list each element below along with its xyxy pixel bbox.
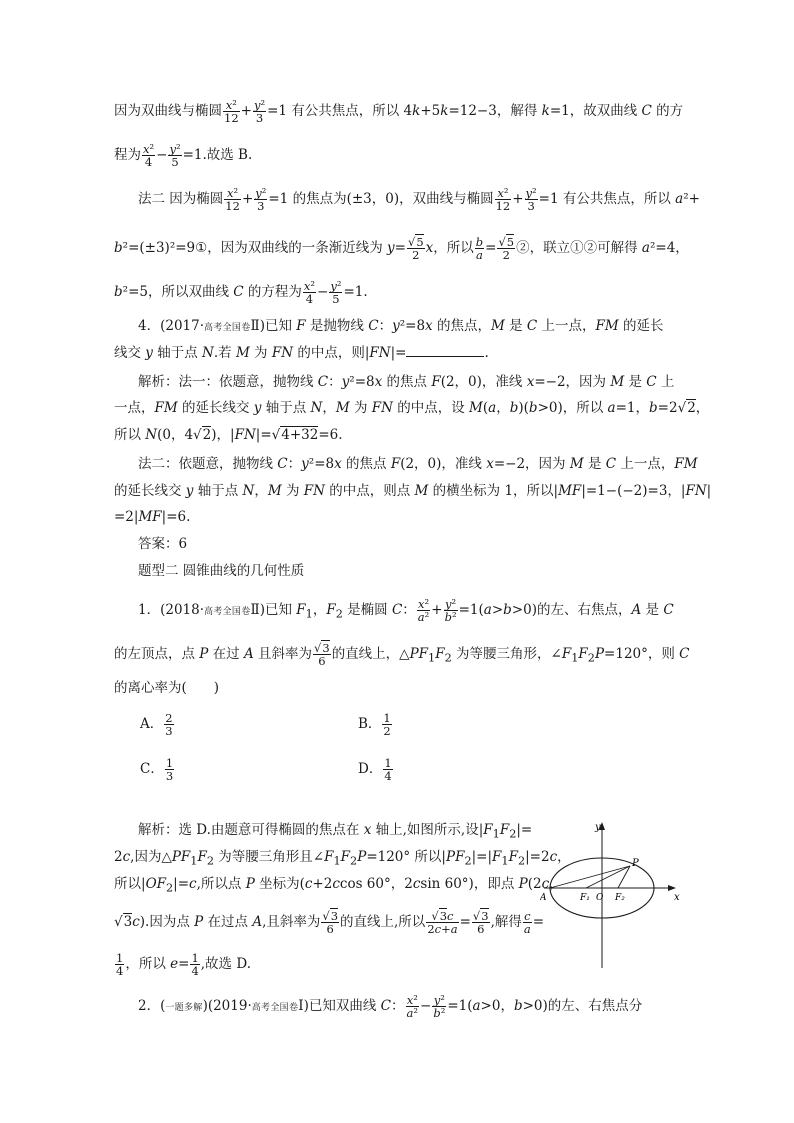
option-c: C． $\frac{1}{3}$ <box>140 756 174 783</box>
text-line-18: 的离心率为( ) <box>114 680 220 696</box>
text-line-21: 所以$|OF_2|=c$,所以点 P 坐标为(c+2ccos 60°，2csin 60°)，即点 P(2c， <box>114 876 563 895</box>
option-b: B． $\frac{1}{2}$ <box>358 711 391 738</box>
text-line-2: 程为 $\frac{\text{x²}}{4}$ − $\frac{\text{y²}}{5}$ =1.故选 B. <box>114 142 253 169</box>
text-line-5: b²=5，所以双曲线 C 的方程为 $\frac{\text{x²}}{4}$ − $\frac{\text{y²}}{5}$ =1. <box>114 279 368 306</box>
text-line-9: 一点，FM 的延长线交 y 轴于点 N，M 为 FN 的中点，设 M(a，b)(b>0)，所以 a=1，b=2√2， <box>114 400 710 416</box>
text-line-13: =2|MF|=6. <box>114 509 191 525</box>
text-line-11: 法二：依题意，抛物线 C：y²=8x 的焦点 F(2，0)，准线 x=−2，因为 M 是 C 上一点，FM <box>138 456 698 472</box>
label-f1: F₁ <box>580 893 590 903</box>
text-line-12: 的延长线交 y 轴于点 N，M 为 FN 的中点，则点 M 的横坐标为 1，所以|MF|=1−(−2)=3，|FN| <box>114 483 712 499</box>
text-line-20: 2c,因为$\triangle PF_1F_2$ 为等腰三角形且$\angle F_1F_2P=120^\circ$ 所以$|PF_2|=|F_1F_2|=2c$， <box>114 849 571 868</box>
text-line-22: √3c).因为点 P 在过点 A,且斜率为 $\frac{√3}{6}$ 的直线上,所以 $\frac{√3c}{2c+a}$ = $\frac{√3}{6}$ ,解得 $\frac{c}{a}$ = <box>114 909 545 936</box>
text-line-10: 所以 N(0，4√2)，|FN|=√4+32=6. <box>114 427 343 443</box>
label-o: O <box>596 893 604 903</box>
label-p: P <box>632 858 639 869</box>
label-f2: F₂ <box>615 893 625 903</box>
label-a: A <box>540 893 547 903</box>
text-line-3: 法二 因为椭圆 $\frac{\text{x²}}{12}$ + $\frac{\text{y²}}{3}$ =1 的焦点为(±3，0)，双曲线与椭圆 $\frac{\text{x²}}{12}$ + $\frac{\text{y²}}{3}$ =1 有公共焦点，所以 a²+ <box>138 186 700 213</box>
option-d: D． $\frac{1}{4}$ <box>358 756 392 783</box>
section-heading: 题型二 圆锥曲线的几何性质 <box>138 563 305 579</box>
text-line-16: 1．(2018·高考全国卷Ⅱ)已知 $F_1$，$F_2$ 是椭圆 C： $\frac{\text{x²}}{\text{a²}}$ + $\frac{\text{y²}}{\text{b²}}$ =1(a>b>0)的左、右焦点，A 是 C <box>138 597 674 624</box>
text-line-17: 的左顶点，点 P 在过 A 且斜率为 $\frac{√3}{6}$ 的直线上，$\triangle PF_1F_2$ 为等腰三角形，$\angle F_1F_2P=120^\circ$，则 C <box>114 641 690 668</box>
ellipse-figure <box>540 818 685 978</box>
label-y: y <box>595 822 601 833</box>
option-a: A． $\frac{2}{3}$ <box>140 711 173 738</box>
text-line-7: 线交 y 轴于点 N.若 M 为 FN 的中点，则|FN|= . <box>114 341 489 365</box>
text-line-8: 解析：法一：依题意，抛物线 C：y²=8x 的焦点 F(2，0)，准线 x=−2，因为 M 是 C 上 <box>138 374 675 390</box>
text-line-19: 解析：选 D.由题意可得椭圆的焦点在 x 轴上,如图所示,设$|F_1F_2|=$ <box>138 822 533 841</box>
label-x: x <box>674 892 680 903</box>
text-line-6: 4．(2017·高考全国卷Ⅱ)已知 F 是抛物线 C：y²=8x 的焦点，M 是 C 上一点，FM 的延长 <box>138 318 664 334</box>
text-line-14: 答案：6 <box>138 536 188 552</box>
text-line-24: 2．(一题多解)(2019·高考全国卷Ⅰ)已知双曲线 C： $\frac{\text{x²}}{\text{a²}}$ − $\frac{\text{y²}}{\text{b²}}$ =1(a>0，b>0)的左、右焦点分 <box>138 993 643 1020</box>
text-line-1: 因为双曲线与椭圆 $\frac{\text{x²}}{12}$ + $\frac{\text{y²}}{3}$ =1 有公共焦点，所以 4k+5k=12−3，解得 k=1，故双曲线 C 的方 <box>114 98 684 125</box>
text-line-4: b²=(±3)²=9①，因为双曲线的一条渐近线为 y= $\frac{√5}{2}$ x，所以 $\frac{b}{a}$ = $\frac{√5}{2}$ ②，联立①②可解得 a²=4， <box>114 235 689 262</box>
text-line-23: $\frac{1}{4}$ ，所以 e= $\frac{1}{4}$ ,故选 D. <box>116 951 251 978</box>
